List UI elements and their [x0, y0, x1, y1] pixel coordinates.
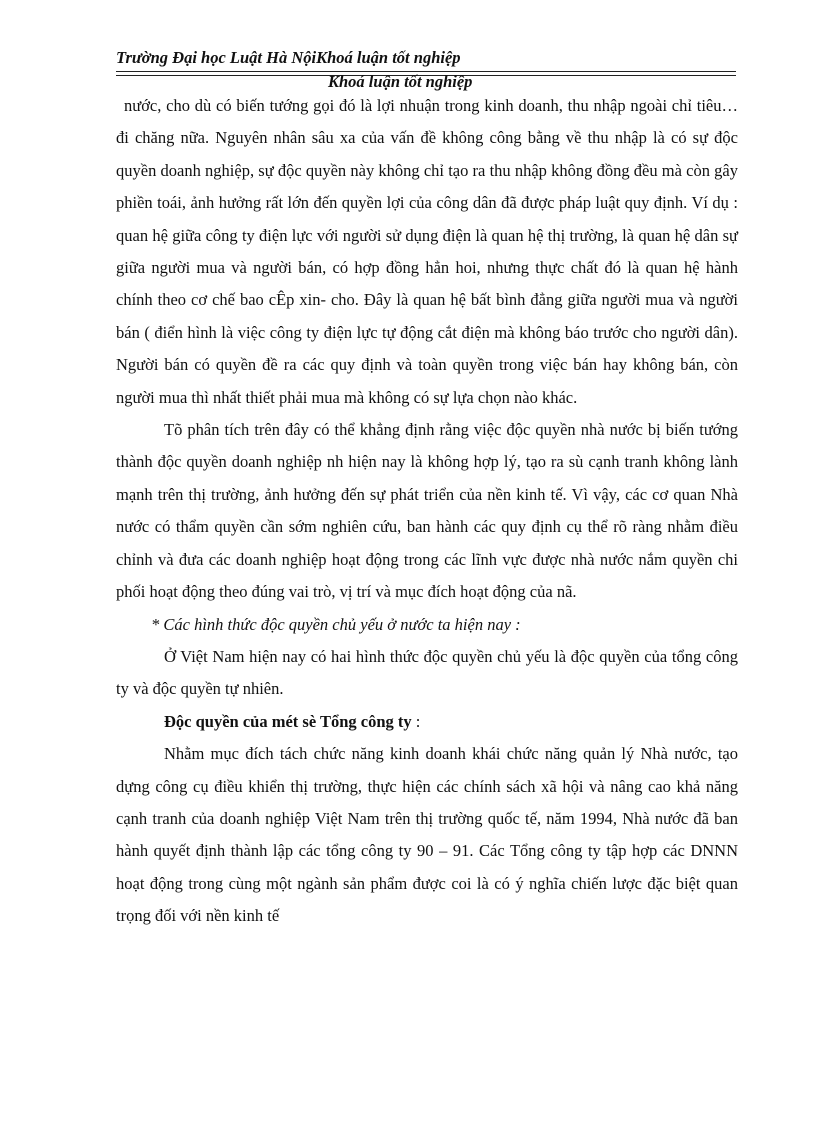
document-body	[116, 90, 738, 933]
paragraph-1: nước, cho dù có biến tướng gọi đó là lợi nhuận trong kinh doanh, thu nhập ngoài chỉ tiêu… đi chăng nữa. Nguyên nhân sâu xa của vấn đề không công bằng về thu nhập là có sự độc quyền doanh nghiệp, sự độc quyền này không chỉ tạo ra thu nhập không đồng đều mà còn gây phiền toái, ảnh hưởng rất lớn đến quyền lợi của công dân đã được pháp luật quy định. Ví dụ : quan hệ giữa công ty điện lực với người sử dụng điện là quan hệ thị trường, là quan hệ dân sự giữa người mua và người bán, có hợp đồng hẳn hoi, nhưng thực chất đó là quan hệ hành chính theo cơ chế bao cÊp xin- cho. Đây là quan hệ bất bình đẳng giữa người mua và người bán ( điển hình là việc công ty điện lực tự động cắt điện mà không báo trước cho người dân). Người bán có quyền đề ra các quy định và toàn quyền trong việc bán hay không bán, còn người mua thì nhất thiết phải mua mà không có sự lựa chọn nào khác.	[116, 96, 738, 407]
paragraph-4: Nhằm mục đích tách chức năng kinh doanh khái chức năng quản lý Nhà nước, tạo dựng công cụ điều khiển thị trường, thực hiện các chính sách xã hội và nâng cao khả năng cạnh tranh của doanh nghiệp Việt Nam trên thị trường quốc tế, năm 1994, Nhà nước đã ban hành quyết định thành lập các tổng công ty 90 – 91. Các Tổng công ty tập hợp các DNNN hoạt động trong cùng một ngành sản phẩm được coi là có ý nghĩa chiến lược đặc biệt quan trọng đối với nền kinh tế	[116, 744, 738, 926]
paragraph-3: Ở Việt Nam hiện nay có hai hình thức độc quyền chủ yếu là độc quyền của tổng công ty và độc quyền tự nhiên.	[116, 646, 738, 699]
paragraph-2: Tõ phân tích trên đây có thể khẳng định rằng việc độc quyền nhà nước bị biến tướng thành độc quyền doanh nghiệp nh hiện nay là không hợp lý, tạo ra sù cạnh tranh không lành mạnh trên thị trường, ảnh hưởng đến sự phát triển của nền kinh tế. Vì vậy, các cơ quan Nhà nước có thẩm quyền cần sớm nghiên cứu, ban hành các quy định cụ thể rõ ràng nhằm điều chỉnh và đưa các doanh nghiệp hoạt động trong các lĩnh vực được nhà nước nắm quyền chi phối hoạt động theo đúng vai trò, vị trí và mục đích hoạt động của nã.	[116, 420, 738, 602]
subsection-heading-colon: :	[411, 711, 421, 731]
header-subtitle: Khoá luận tốt nghiệp	[328, 72, 473, 91]
page-header	[116, 48, 736, 91]
section-heading-italic: * Các hình thức độc quyền chủ yếu ở nước ta hiện nay :	[151, 614, 521, 634]
subsection-heading-bold: Độc quyền của mét sè Tổng công ty	[164, 711, 412, 731]
header-title: Trường Đại học Luật Hà NộiKhoá luận tốt nghiệp	[116, 48, 461, 67]
subsection-heading	[116, 706, 738, 738]
